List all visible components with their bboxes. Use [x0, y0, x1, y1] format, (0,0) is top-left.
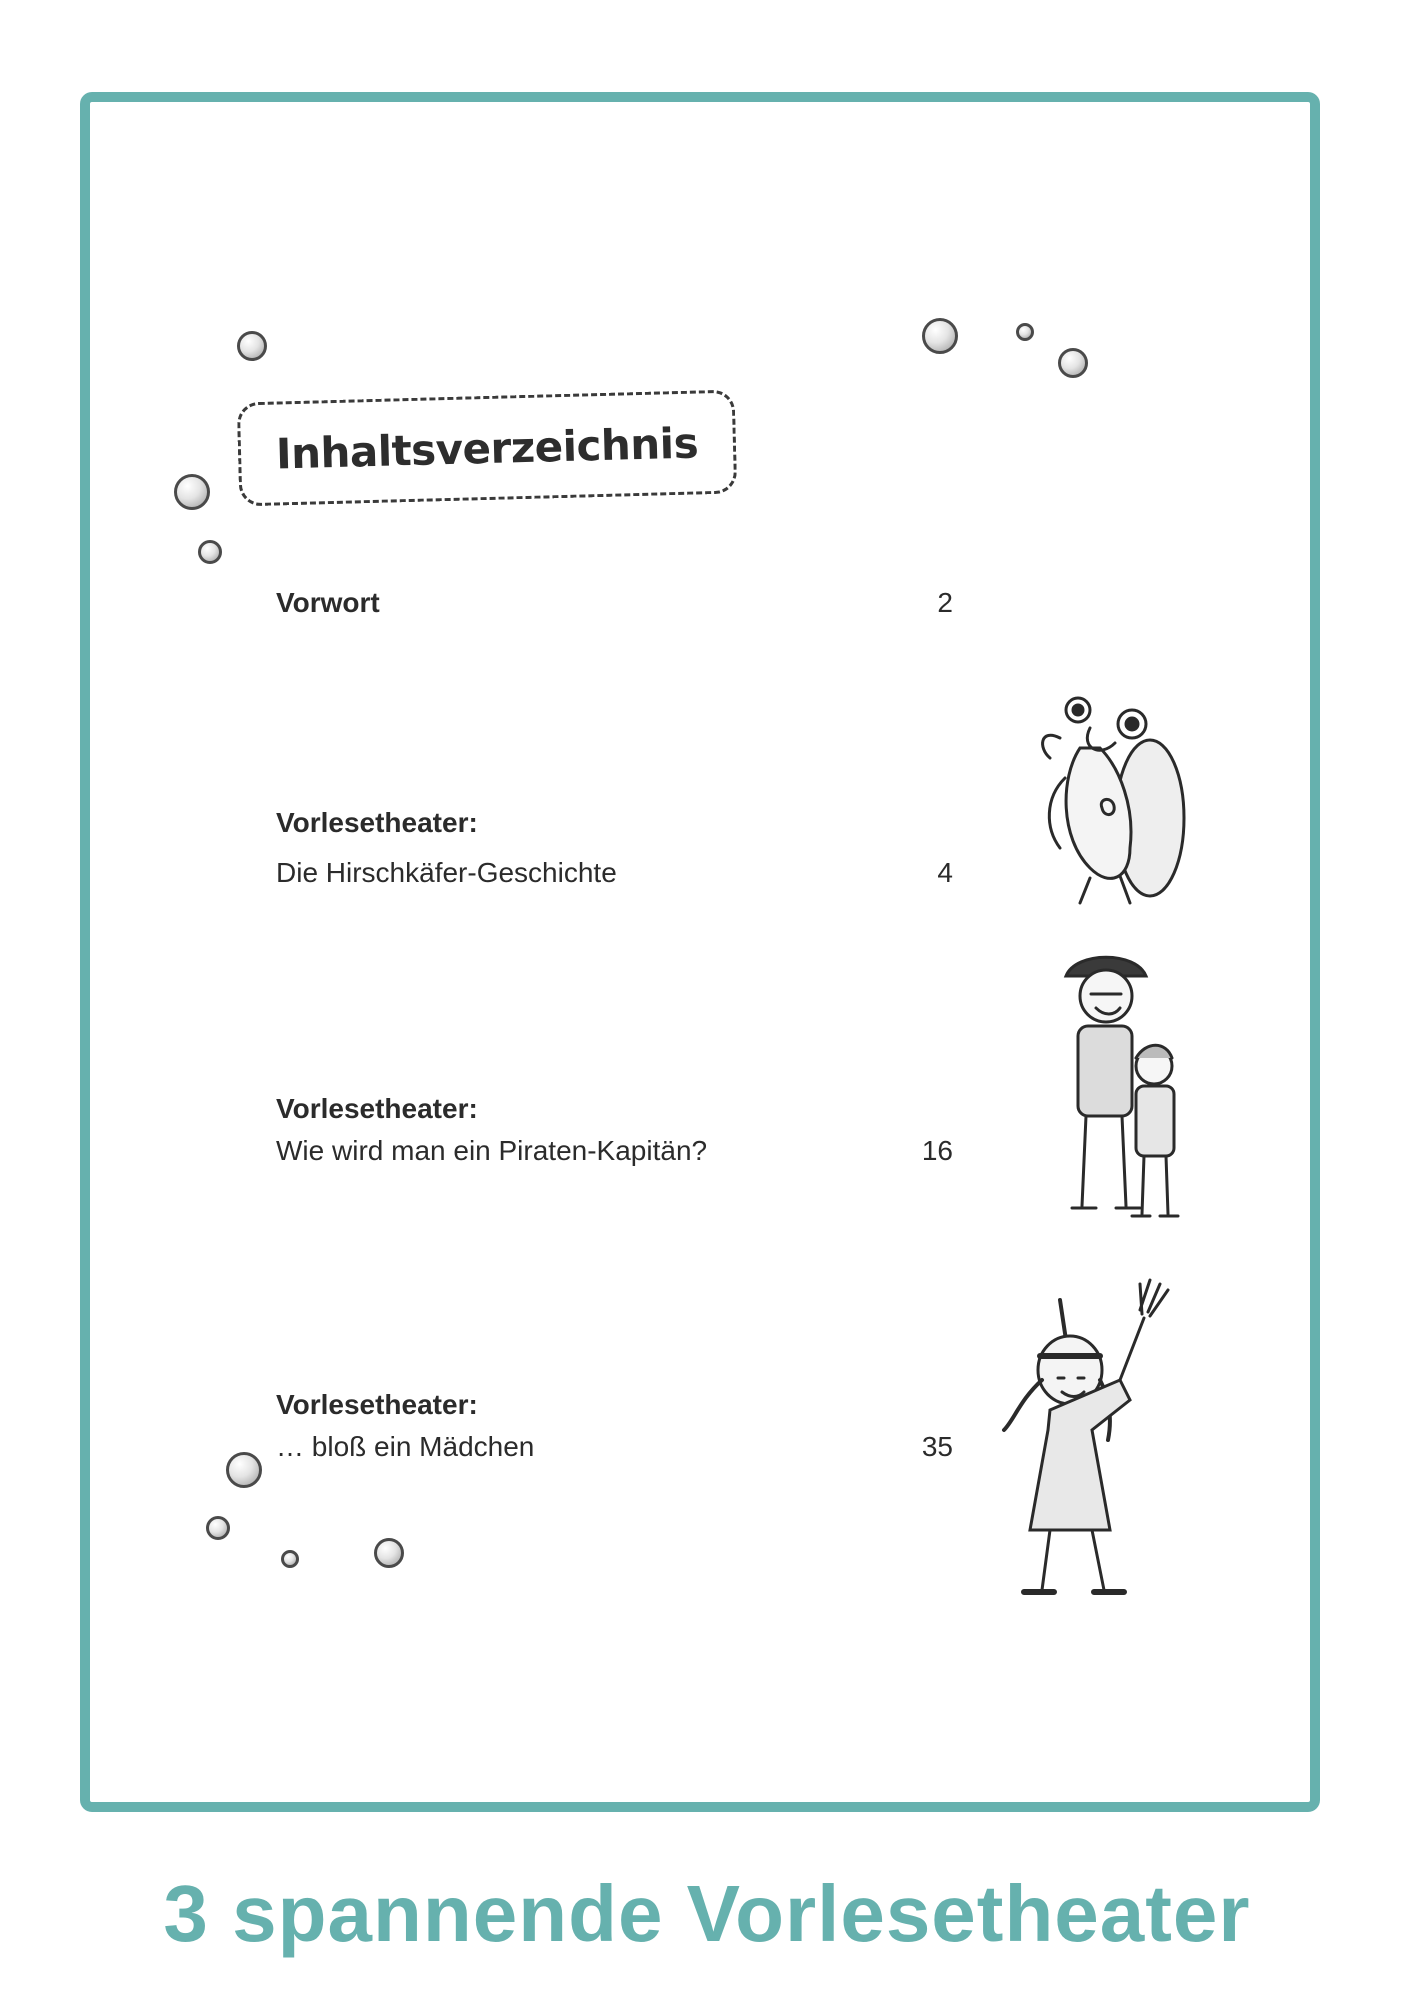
toc-page-number: 35	[921, 1431, 953, 1462]
toc-entry-label: Vorlesetheater:	[276, 1093, 478, 1124]
indian-girl-illustration	[1000, 1270, 1190, 1620]
toc-entry-vorwort[interactable]: Vorwort	[276, 587, 380, 618]
bubble-decoration	[1058, 348, 1088, 378]
bubble-decoration	[1016, 323, 1034, 341]
bubble-decoration	[374, 1538, 404, 1568]
toc-page-number: 16	[921, 1135, 953, 1166]
toc-entry-label: Vorlesetheater:	[276, 1389, 478, 1420]
toc-heading: Inhaltsverzeichnis	[275, 417, 699, 479]
bubble-decoration	[198, 540, 222, 564]
toc-entry-hirschkaefer[interactable]: Die Hirschkäfer-Geschichte	[276, 857, 617, 888]
toc-entry-label: Vorlesetheater:	[276, 807, 478, 838]
toc-entry-maedchen[interactable]: … bloß ein Mädchen	[276, 1431, 535, 1462]
bubble-decoration	[206, 1516, 230, 1540]
bubble-decoration	[174, 474, 210, 510]
tagline: 3 spannende Vorlesetheater	[163, 1869, 1251, 1958]
toc-entry-piraten[interactable]: Wie wird man ein Piraten-Kapitän?	[276, 1135, 708, 1166]
toc-heading-box	[237, 389, 738, 506]
bubble-decoration	[281, 1550, 299, 1568]
pirate-children-illustration	[1036, 946, 1196, 1236]
bubble-decoration	[226, 1452, 262, 1488]
stag-beetle-illustration	[1020, 688, 1200, 908]
toc-page-number: 2	[937, 587, 953, 618]
toc-page-number: 4	[937, 857, 953, 888]
bubble-decoration	[922, 318, 958, 354]
bubble-decoration	[237, 331, 267, 361]
